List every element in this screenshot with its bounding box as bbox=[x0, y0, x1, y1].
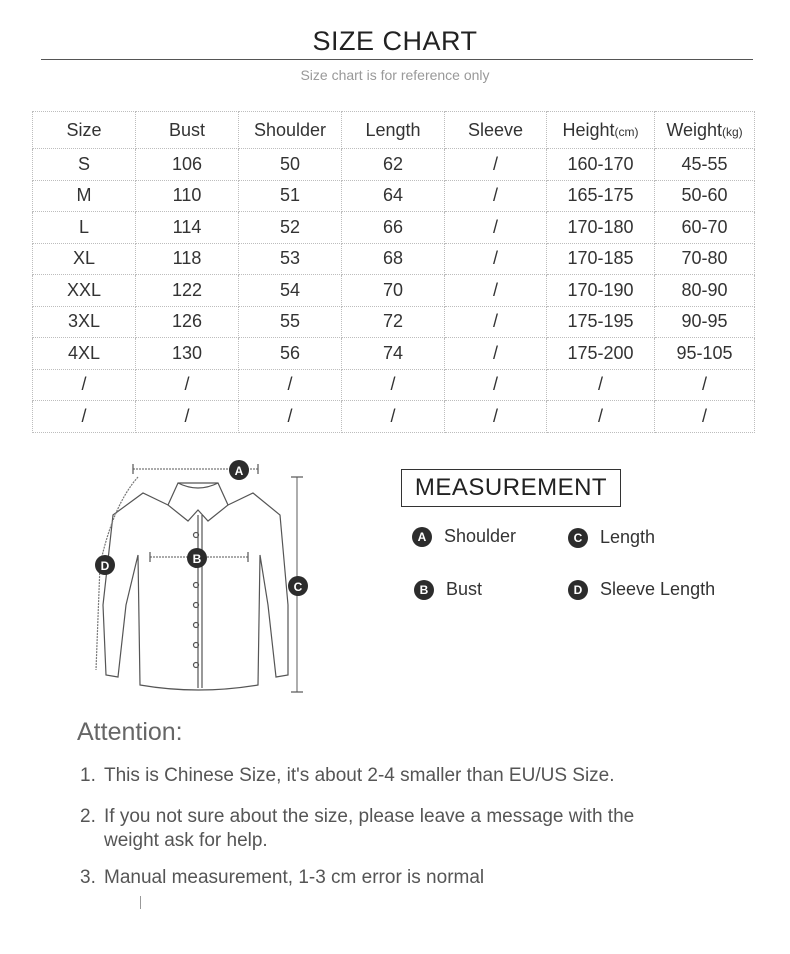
table-cell: / bbox=[445, 212, 547, 244]
note-1 bbox=[80, 764, 615, 788]
table-cell: / bbox=[655, 401, 755, 433]
table-cell: 3XL bbox=[33, 306, 136, 338]
table-cell: 160-170 bbox=[547, 149, 655, 181]
title-divider bbox=[41, 59, 753, 60]
table-cell: / bbox=[547, 369, 655, 401]
table-cell: 64 bbox=[342, 180, 445, 212]
table-cell: 55 bbox=[239, 306, 342, 338]
header-length: Length bbox=[342, 112, 445, 149]
table-cell: / bbox=[33, 369, 136, 401]
table-cell: 68 bbox=[342, 243, 445, 275]
table-cell: 175-200 bbox=[547, 338, 655, 370]
table-cell: / bbox=[445, 243, 547, 275]
table-header-row bbox=[33, 112, 755, 149]
legend-label: Length bbox=[600, 527, 656, 547]
note-text: This is Chinese Size, it's about 2-4 smaller than EU/US Size. bbox=[104, 765, 615, 786]
table-row bbox=[33, 338, 755, 370]
table-cell: 50-60 bbox=[655, 180, 755, 212]
table-cell: 110 bbox=[136, 180, 239, 212]
table-cell: 130 bbox=[136, 338, 239, 370]
table-cell: / bbox=[445, 338, 547, 370]
table-cell: 170-185 bbox=[547, 243, 655, 275]
table-cell: 62 bbox=[342, 149, 445, 181]
shirt-diagram-icon bbox=[88, 455, 318, 700]
table-cell: 50 bbox=[239, 149, 342, 181]
table-row bbox=[33, 212, 755, 244]
table-row bbox=[33, 306, 755, 338]
marker-d: D bbox=[100, 559, 110, 573]
table-cell: 54 bbox=[239, 275, 342, 307]
table-cell: 60-70 bbox=[655, 212, 755, 244]
table-cell: S bbox=[33, 149, 136, 181]
note-continuation: weight ask for help. bbox=[104, 830, 268, 851]
table-cell: 165-175 bbox=[547, 180, 655, 212]
table-cell: 80-90 bbox=[655, 275, 755, 307]
table-body bbox=[33, 149, 755, 433]
table-cell: L bbox=[33, 212, 136, 244]
table-row bbox=[33, 180, 755, 212]
note-text: Manual measurement, 1-3 cm error is normal bbox=[104, 867, 485, 888]
note-2 bbox=[80, 805, 634, 853]
table-row bbox=[33, 149, 755, 181]
legend-label: Bust bbox=[446, 579, 483, 599]
header-height-unit: (cm) bbox=[614, 124, 639, 139]
header-shoulder: Shoulder bbox=[239, 112, 342, 149]
table-cell: / bbox=[33, 401, 136, 433]
table-cell: / bbox=[136, 401, 239, 433]
header-height bbox=[547, 112, 655, 149]
table-cell: / bbox=[445, 401, 547, 433]
badge-c: C bbox=[568, 528, 588, 548]
table-cell: / bbox=[445, 369, 547, 401]
table-cell: / bbox=[342, 369, 445, 401]
badge-a: A bbox=[412, 527, 432, 547]
table-cell: 90-95 bbox=[655, 306, 755, 338]
table-cell: / bbox=[239, 369, 342, 401]
table-cell: 170-190 bbox=[547, 275, 655, 307]
table-cell: 53 bbox=[239, 243, 342, 275]
table-cell: 114 bbox=[136, 212, 239, 244]
table-cell: 52 bbox=[239, 212, 342, 244]
header-bust: Bust bbox=[136, 112, 239, 149]
table-cell: / bbox=[136, 369, 239, 401]
legend-label: Shoulder bbox=[444, 526, 517, 546]
legend-bust bbox=[414, 579, 482, 600]
marker-c: C bbox=[293, 580, 303, 594]
table-cell: XXL bbox=[33, 275, 136, 307]
table-cell: / bbox=[445, 306, 547, 338]
note-number: 3. bbox=[80, 867, 96, 888]
table-cell: 70-80 bbox=[655, 243, 755, 275]
size-table bbox=[32, 111, 755, 433]
header-height-label: Height bbox=[562, 119, 615, 140]
note-3 bbox=[80, 866, 484, 890]
table-cell: 175-195 bbox=[547, 306, 655, 338]
table-cell: 74 bbox=[342, 338, 445, 370]
table-cell: / bbox=[445, 149, 547, 181]
legend-label: Sleeve Length bbox=[600, 579, 716, 599]
table-row bbox=[33, 401, 755, 433]
table-row bbox=[33, 243, 755, 275]
marker-a: A bbox=[234, 464, 244, 478]
note-number: 1. bbox=[80, 765, 96, 786]
badge-b: B bbox=[414, 580, 434, 600]
badge-d: D bbox=[568, 580, 588, 600]
legend-length bbox=[568, 527, 655, 548]
table-cell: 66 bbox=[342, 212, 445, 244]
table-cell: 118 bbox=[136, 243, 239, 275]
table-row bbox=[33, 369, 755, 401]
table-cell: 4XL bbox=[33, 338, 136, 370]
header-weight-label: Weight bbox=[666, 119, 723, 140]
table-cell: / bbox=[445, 275, 547, 307]
table-cell: / bbox=[547, 401, 655, 433]
page-subtitle: Size chart is for reference only bbox=[300, 67, 490, 83]
table-cell: 45-55 bbox=[655, 149, 755, 181]
table-cell: 51 bbox=[239, 180, 342, 212]
table-cell: / bbox=[655, 369, 755, 401]
table-cell: M bbox=[33, 180, 136, 212]
table-row bbox=[33, 275, 755, 307]
legend-sleeve-length bbox=[568, 579, 715, 600]
page-title: SIZE CHART bbox=[312, 26, 478, 56]
header-sleeve: Sleeve bbox=[445, 112, 547, 149]
table-cell: / bbox=[445, 180, 547, 212]
table-cell: 56 bbox=[239, 338, 342, 370]
table-cell: / bbox=[342, 401, 445, 433]
table-cell: 72 bbox=[342, 306, 445, 338]
note-number: 2. bbox=[80, 806, 96, 827]
table-cell: 126 bbox=[136, 306, 239, 338]
header-weight-unit: (kg) bbox=[722, 124, 743, 139]
measurement-heading: MEASUREMENT bbox=[401, 469, 621, 507]
table-cell: 70 bbox=[342, 275, 445, 307]
table-cell: 95-105 bbox=[655, 338, 755, 370]
note-text: If you not sure about the size, please leave a message with the bbox=[104, 806, 635, 827]
table-cell: 106 bbox=[136, 149, 239, 181]
header-size: Size bbox=[33, 112, 136, 149]
table-cell: XL bbox=[33, 243, 136, 275]
marker-b: B bbox=[192, 552, 202, 566]
attention-heading: Attention: bbox=[77, 718, 183, 746]
table-cell: 122 bbox=[136, 275, 239, 307]
legend-shoulder bbox=[412, 526, 516, 547]
table-cell: / bbox=[239, 401, 342, 433]
header-weight bbox=[655, 112, 755, 149]
text-cursor-mark bbox=[140, 896, 141, 909]
table-cell: 170-180 bbox=[547, 212, 655, 244]
